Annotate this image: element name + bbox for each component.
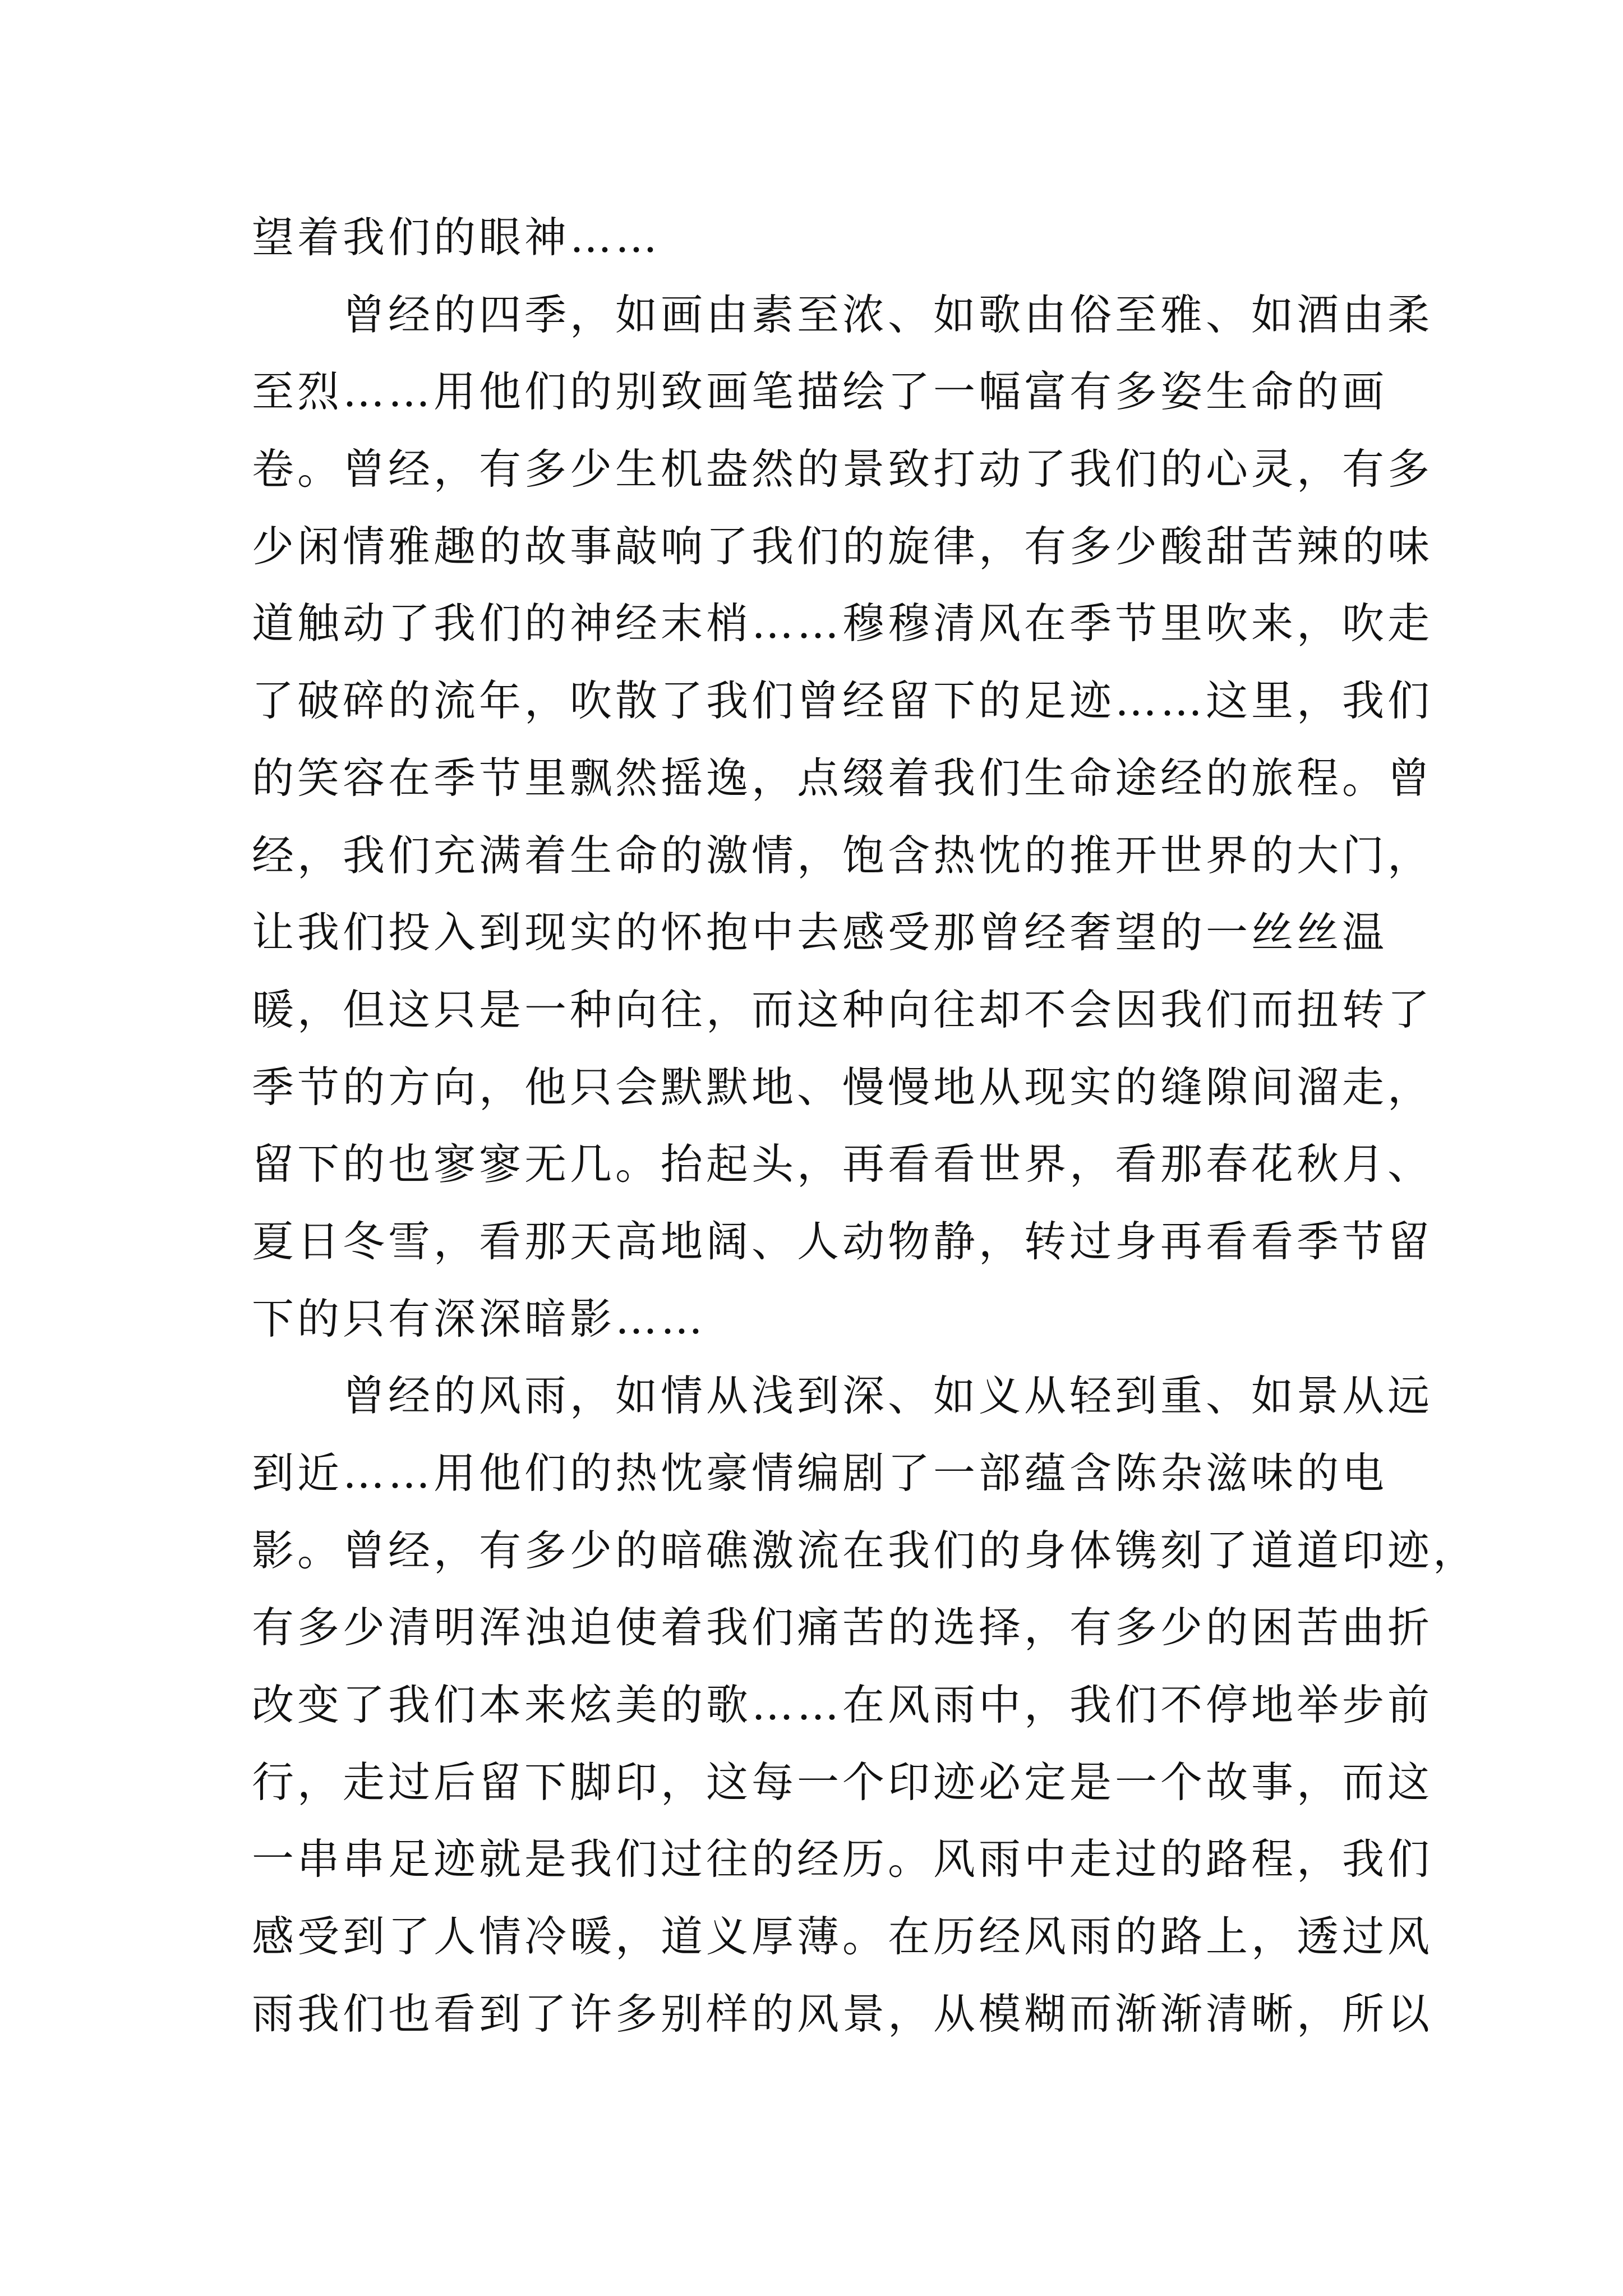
text-line: 季节的方向，他只会默默地、慢慢地从现实的缝隙间溜走， bbox=[252, 1062, 1433, 1112]
text-line: 曾经的四季，如画由素至浓、如歌由俗至雅、如酒由柔 bbox=[343, 289, 1433, 339]
text-line: 雨我们也看到了许多别样的风景，从模糊而渐渐清晰，所以 bbox=[252, 1989, 1433, 2039]
text-line: 改变了我们本来炫美的歌……在风雨中，我们不停地举步前 bbox=[252, 1680, 1433, 1730]
body-text bbox=[252, 199, 1479, 2053]
text-line: 感受到了人情冷暖，道义厚薄。在历经风雨的路上，透过风 bbox=[252, 1912, 1433, 1962]
text-line: 的笑容在季节里飘然摇逸，点缀着我们生命途经的旅程。曾 bbox=[252, 753, 1433, 803]
text-line: 望着我们的眼神…… bbox=[252, 213, 661, 262]
text-line: 曾经的风雨，如情从浅到深、如义从轻到重、如景从远 bbox=[343, 1371, 1433, 1421]
text-line: 一串串足迹就是我们过往的经历。风雨中走过的路程，我们 bbox=[252, 1834, 1433, 1884]
text-line: 影。曾经，有多少的暗礁激流在我们的身体镌刻了道道印迹， bbox=[252, 1525, 1479, 1575]
text-line: 至烈……用他们的别致画笔描绘了一幅富有多姿生命的画 bbox=[252, 367, 1388, 417]
text-line: 了破碎的流年，吹散了我们曾经留下的足迹……这里，我们 bbox=[252, 676, 1433, 726]
text-line: 夏日冬雪，看那天高地阔、人动物静，转过身再看看季节留 bbox=[252, 1216, 1433, 1266]
text-line: 下的只有深深暗影…… bbox=[252, 1294, 707, 1343]
text-line: 暖，但这只是一种向往，而这种向往却不会因我们而扭转了 bbox=[252, 984, 1433, 1034]
text-line: 少闲情雅趣的故事敲响了我们的旋律，有多少酸甜苦辣的味 bbox=[252, 521, 1433, 571]
text-line: 有多少清明浑浊迫使着我们痛苦的选择，有多少的困苦曲折 bbox=[252, 1603, 1433, 1653]
text-line: 留下的也寥寥无几。抬起头，再看看世界，看那春花秋月、 bbox=[252, 1139, 1433, 1189]
text-line: 让我们投入到现实的怀抱中去感受那曾经奢望的一丝丝温 bbox=[252, 908, 1388, 958]
text-line: 行，走过后留下脚印，这每一个印迹必定是一个故事，而这 bbox=[252, 1757, 1433, 1807]
text-line: 经，我们充满着生命的激情，饱含热忱的推开世界的大门， bbox=[252, 830, 1433, 880]
text-line: 卷。曾经，有多少生机盎然的景致打动了我们的心灵，有多 bbox=[252, 444, 1433, 494]
text-line: 道触动了我们的神经末梢……穆穆清风在季节里吹来，吹走 bbox=[252, 599, 1433, 648]
text-line: 到近……用他们的热忱豪情编剧了一部蕴含陈杂滋味的电 bbox=[252, 1448, 1388, 1498]
